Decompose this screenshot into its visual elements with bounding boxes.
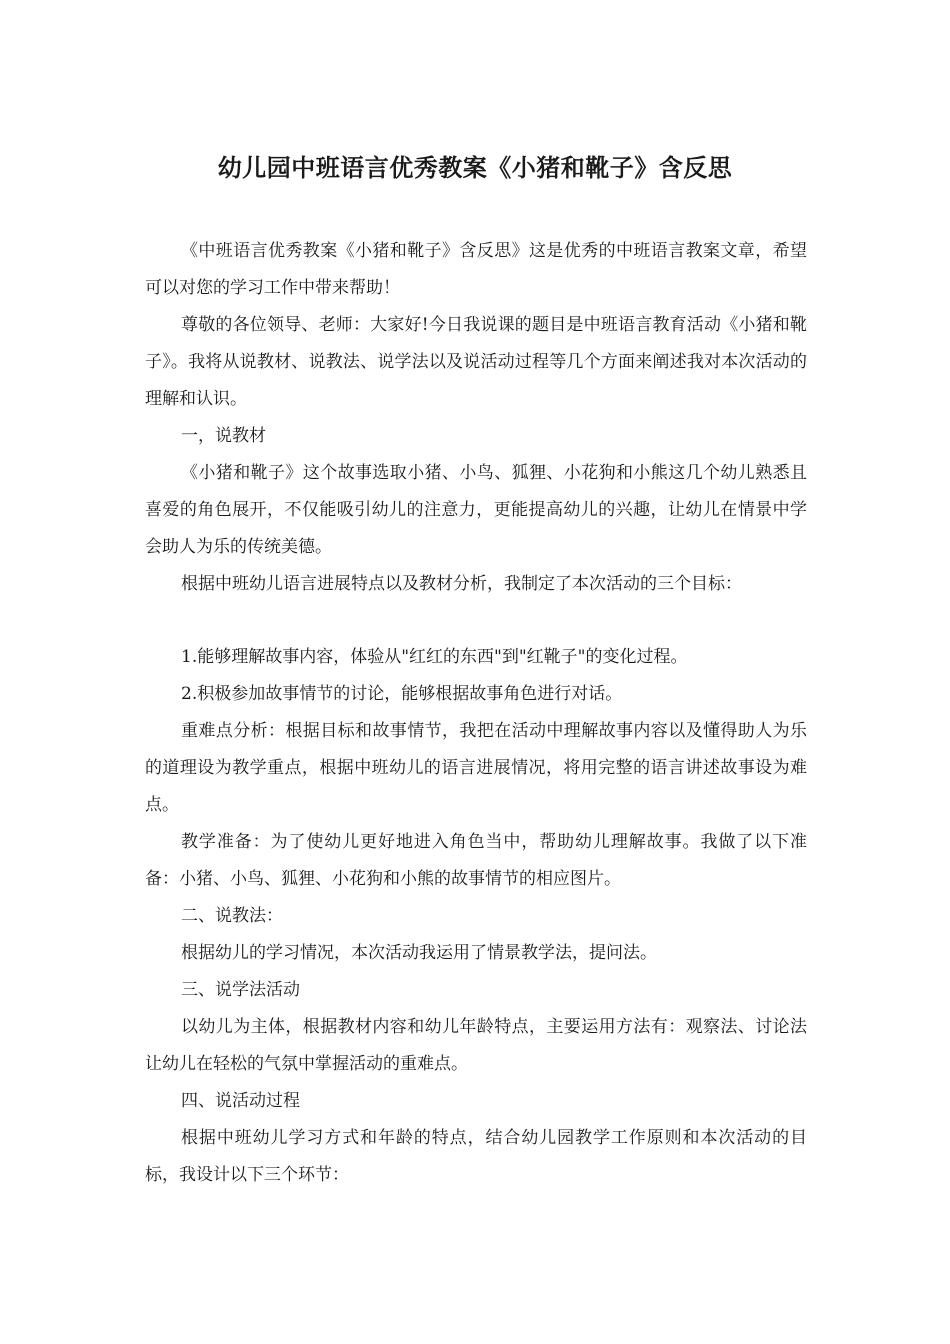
key-points-paragraph: 重难点分析：根据目标和故事情节，我把在活动中理解故事内容以及懂得助人为乐的道理设为教学重点，根据中班幼儿的语言进展情况，将用完整的语言讲述故事设为难点。: [145, 721, 807, 815]
goals-intro-paragraph: 根据中班幼儿语言进展特点以及教材分析，我制定了本次活动的三个目标：: [181, 574, 742, 594]
activity-process-paragraph: 根据中班幼儿学习方式和年龄的特点，结合幼儿园教学工作原则和本次活动的目标，我设计以下三个环节：: [145, 1128, 807, 1185]
goal-item-2: 2.积极参加故事情节的讨论，能够根据故事角色进行对话。: [181, 684, 623, 704]
teaching-method-paragraph: 根据幼儿的学习情况，本次活动我运用了情景教学法，提问法。: [181, 943, 657, 963]
learning-method-paragraph: 以幼儿为主体，根据教材内容和幼儿年龄特点，主要运用方法有：观察法、讨论法让幼儿在轻松的气氛中掌握活动的重难点。: [145, 1017, 807, 1074]
preparation-paragraph: 教学准备：为了使幼儿更好地进入角色当中，帮助幼儿理解故事。我做了以下准备：小猪、小鸟、狐狸、小花狗和小熊的故事情节的相应图片。: [145, 832, 807, 889]
section-heading-teaching-method: 二、说教法：: [181, 906, 283, 926]
section-heading-activity-process: 四、说活动过程: [181, 1091, 300, 1111]
document-title: 幼儿园中班语言优秀教案《小猪和靴子》含反思: [217, 154, 733, 182]
goal-item-1: 1.能够理解故事内容，体验从"红红的东西"到"红靴子"的变化过程。: [181, 647, 688, 667]
document-body: [145, 233, 807, 1194]
intro-paragraph: 《中班语言优秀教案《小猪和靴子》含反思》这是优秀的中班语言教案文章，希望可以对您的学习工作中带来帮助！: [145, 241, 807, 298]
section-heading-teaching-material: 一，说教材: [181, 426, 266, 446]
greeting-paragraph: 尊敬的各位领导、老师：大家好!今日我说课的题目是中班语言教育活动《小猪和靴子》。我将从说教材、说教法、说学法以及说活动过程等几个方面来阐述我对本次活动的理解和认识。: [145, 315, 807, 409]
material-paragraph: 《小猪和靴子》这个故事选取小猪、小鸟、狐狸、小花狗和小熊这几个幼儿熟悉且喜爱的角色展开，不仅能吸引幼儿的注意力，更能提高幼儿的兴趣，让幼儿在情景中学会助人为乐的传统美德。: [145, 463, 807, 557]
section-heading-learning-method: 三、说学法活动: [181, 980, 300, 1000]
